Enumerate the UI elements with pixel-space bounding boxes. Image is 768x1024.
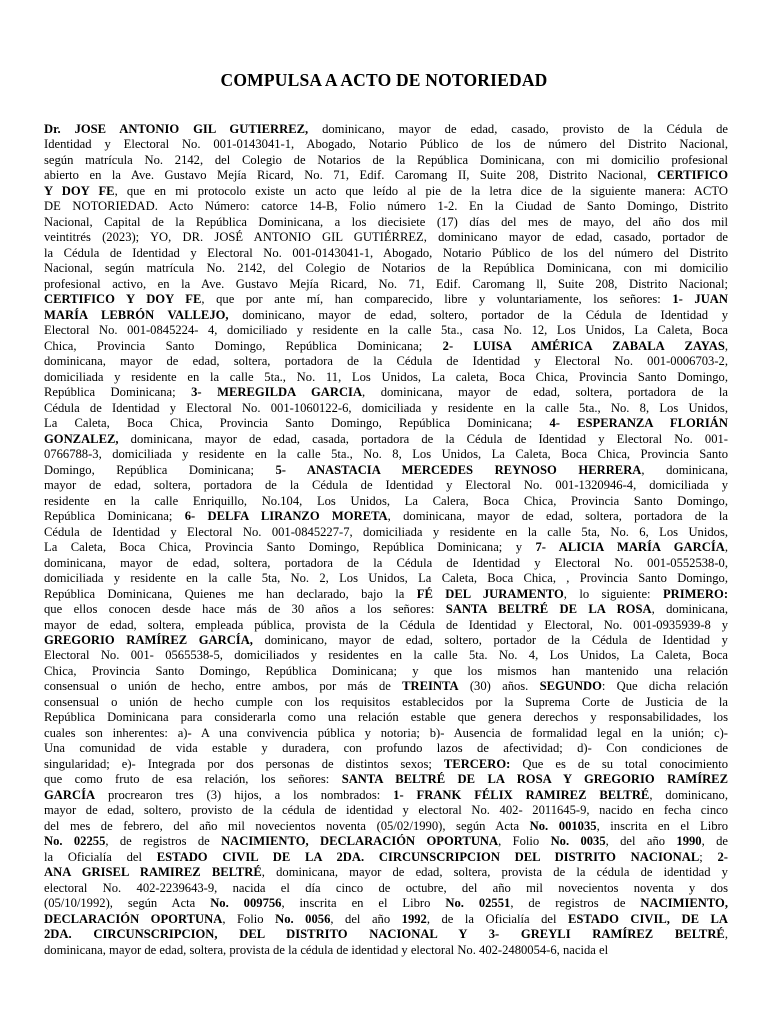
paragraph-line bbox=[44, 943, 728, 958]
paragraph-line bbox=[44, 339, 728, 354]
text-run: dominicano, mayor de edad, soltero, portador de la Cédula de Identidad y bbox=[228, 307, 728, 322]
text-run: que como fruto de esa relación, los señores: bbox=[44, 772, 342, 787]
text-run: , Folio bbox=[498, 834, 551, 849]
text-run: dominicana, mayor de edad, soltera, provista de la cédula de identidad y electoral No. 402-2480054-6, nacida el bbox=[44, 942, 609, 957]
text-run: , Folio bbox=[222, 911, 276, 926]
text-run: , dominicana, mayor de edad, soltera, portadora de la bbox=[387, 509, 728, 524]
text-run: Electoral No. 001-0845224- 4, domiciliado y residente en la calle 5ta., casa No. 12, Los Unidos, La Caleta, Boca bbox=[44, 323, 728, 338]
text-run: ; bbox=[699, 849, 718, 864]
text-run: Nacional, Capital de la República Dominicana, a los diecisiete (17) días del mes de mayo, del año dos mil bbox=[44, 214, 728, 229]
text-run: del mes de febrero, del año mil novecientos noventa (05/02/1990), según Acta bbox=[44, 818, 530, 833]
text-run: abierto en la Ave. Gustavo Mejía Ricard, No. 71, Edif. Caromang II, Suite 208, Distrito Nacional, bbox=[44, 168, 658, 183]
paragraph-line bbox=[44, 292, 728, 307]
text-run: (30) años. bbox=[458, 679, 540, 694]
text-run: , que por ante mí, han comparecido, libre y voluntariamente, los señores: bbox=[201, 292, 673, 307]
bold-text: Y DOY FE bbox=[44, 183, 115, 198]
text-run: , dominicana, bbox=[651, 602, 729, 617]
bold-text: No. 009756 bbox=[210, 896, 282, 911]
paragraph-line bbox=[44, 881, 728, 896]
paragraph-line bbox=[44, 757, 728, 772]
text-run: 0766788-3, domiciliada y residente en la calle 5ta., No. 8, Los Unidos, La Caleta, Boca Chica, Provincia Santo bbox=[44, 447, 728, 462]
bold-text: ANA GRISEL RAMIREZ BELTRÉ bbox=[44, 865, 262, 880]
bold-text: 3- MEREGILDA GARCIA bbox=[191, 385, 363, 400]
bold-text: SANTA BELTRÉ DE LA ROSA bbox=[445, 602, 652, 617]
text-run: que ellos conocen desde hace más de 30 años a los señores: bbox=[44, 602, 446, 617]
bold-text: 1990 bbox=[676, 834, 702, 849]
document-title: COMPULSA A ACTO DE NOTORIEDAD bbox=[220, 70, 548, 90]
text-run: residente en la calle Enriquillo, No.104, Los Unidos, La Calera, Boca Chica, Provincia Santo Domingo, bbox=[44, 493, 728, 508]
text-run: , de registros de bbox=[510, 896, 641, 911]
text-run: , bbox=[724, 338, 728, 353]
document-body bbox=[44, 122, 728, 958]
text-run: , del año bbox=[605, 834, 677, 849]
paragraph-line bbox=[44, 587, 728, 602]
text-run: , de bbox=[701, 834, 728, 849]
text-run: La Caleta, Boca Chica, Provincia Santo Domingo, República Dominicana; bbox=[44, 416, 550, 431]
bold-text: ESTADO CIVIL, DE LA bbox=[568, 911, 728, 926]
paragraph-line bbox=[44, 261, 728, 276]
text-run: domiciliada y residente en la calle 5ta., No. 11, Los Unidos, La caleta, Boca Chica, Provincia Santo Domingo, bbox=[44, 369, 728, 384]
bold-text: 2- LUISA AMÉRICA ZABALA ZAYAS bbox=[442, 338, 725, 353]
paragraph-line bbox=[44, 741, 728, 756]
paragraph-line bbox=[44, 726, 728, 741]
text-run: , bbox=[724, 540, 728, 555]
text-run: , lo siguiente: bbox=[563, 586, 663, 601]
bold-text: DECLARACIÓN OPORTUNA bbox=[44, 911, 223, 926]
bold-text: 7- ALICIA MARÍA GARCÍA bbox=[535, 540, 725, 555]
paragraph-line bbox=[44, 277, 728, 292]
text-run: , de la Oficialía del bbox=[426, 911, 569, 926]
text-run: electoral No. 402-2239643-9, nacida el día cinco de octubre, del año mil novecientos noventa y dos bbox=[44, 880, 728, 895]
paragraph-line bbox=[44, 432, 728, 447]
paragraph-line bbox=[44, 447, 728, 462]
paragraph-line bbox=[44, 803, 728, 818]
paragraph-line bbox=[44, 478, 728, 493]
text-run: dominicana, mayor de edad, casada, portadora de la Cédula de Identidad y Electoral No. 001- bbox=[118, 431, 728, 446]
text-run: , dominicana, bbox=[641, 462, 728, 477]
text-run: , de registros de bbox=[105, 834, 222, 849]
paragraph-line bbox=[44, 865, 728, 880]
text-run: (05/10/1992), según Acta bbox=[44, 896, 211, 911]
paragraph-line bbox=[44, 772, 728, 787]
text-run: , inscrita en el Libro bbox=[281, 896, 446, 911]
text-run: República Dominicana; bbox=[44, 385, 192, 400]
text-run: singularidad; e)- Integrada por dos personas de distintos sexos; bbox=[44, 756, 444, 771]
bold-text: TERCERO: bbox=[443, 756, 511, 771]
text-run: Chica, Provincia Santo Domingo, República Dominicana; bbox=[44, 338, 443, 353]
paragraph-line bbox=[44, 370, 728, 385]
text-run: Nacional, según matrícula No. 2142, del Colegio de Notarios de la República Dominicana, con mi domicilio bbox=[44, 261, 728, 276]
text-run: profesional activo, en la Ave. Gustavo Mejía Ricard, No. 71, Edif. Caromang ll, Suite 208, Distrito Nacional; bbox=[44, 276, 728, 291]
text-run: Que es de su total conocimiento bbox=[510, 756, 728, 771]
text-run: , dominicana, mayor de edad, soltera, provista de la cédula de identidad y bbox=[261, 865, 728, 880]
text-run: mayor de edad, soltero, provisto de la cédula de identidad y electoral No. 402- 2011645-9, nacido en fecha cinco bbox=[44, 803, 728, 818]
paragraph-line bbox=[44, 509, 728, 524]
text-run: : Que dicha relación bbox=[601, 679, 728, 694]
paragraph-line bbox=[44, 494, 728, 509]
paragraph-line bbox=[44, 602, 728, 617]
bold-text: No. 02551 bbox=[445, 896, 511, 911]
bold-text: 6- DELFA LIRANZO MORETA bbox=[184, 509, 388, 524]
text-run: dominicano, mayor de edad, soltero, portador de la Cédula de Identidad y bbox=[252, 632, 728, 647]
text-run: domiciliada y residente en la calle 5ta, No. 2, Los Unidos, La Caleta, Boca Chica, , Provincia Santo Domingo, bbox=[44, 571, 728, 586]
paragraph-line bbox=[44, 323, 728, 338]
text-run: según matrícula No. 2142, del Colegio de Notarios de la República Dominicana, con mi domicilio profesional bbox=[44, 152, 728, 167]
paragraph-line bbox=[44, 463, 728, 478]
paragraph-line bbox=[44, 122, 728, 137]
text-run: mayor de edad, soltera, portadora de la Cédula de Identidad y Electoral No. 001-1320946-4, domiciliada y bbox=[44, 478, 728, 493]
bold-text: No. 001035 bbox=[529, 818, 597, 833]
bold-text: 2- bbox=[717, 849, 728, 864]
bold-text: CERTIFICO Y DOY FE bbox=[44, 292, 202, 307]
paragraph-line bbox=[44, 850, 728, 865]
text-run: Chica, Provincia Santo Domingo, República Dominicana; y que los mismos han mantenido una relación bbox=[44, 663, 728, 678]
paragraph-line bbox=[44, 540, 728, 555]
bold-text: Dr. JOSE ANTONIO GIL GUTIERREZ, bbox=[44, 122, 309, 136]
paragraph-line bbox=[44, 153, 728, 168]
bold-text: NACIMIENTO, DECLARACIÓN OPORTUNA bbox=[221, 834, 499, 849]
paragraph-line bbox=[44, 710, 728, 725]
text-run: República Dominicana; bbox=[44, 509, 185, 524]
bold-text: No. 0035 bbox=[550, 834, 606, 849]
bold-text: No. 02255 bbox=[44, 834, 106, 849]
text-run: , bbox=[724, 927, 728, 942]
bold-text: ESTADO CIVIL DE LA 2DA. CIRCUNSCRIPCION DEL DISTRITO NACIONAL bbox=[156, 849, 700, 864]
bold-text: SANTA BELTRÉ DE LA ROSA Y GREGORIO RAMÍREZ bbox=[341, 772, 728, 787]
paragraph-line bbox=[44, 230, 728, 245]
bold-text: NACIMIENTO, bbox=[640, 896, 728, 911]
text-run: , que en mi protocolo existe un acto que leído al pie de la letra dice de la siguiente manera: ACTO bbox=[114, 183, 728, 198]
text-run: procrearon tres (3) hijos, a los nombrados: bbox=[95, 787, 394, 802]
paragraph-line bbox=[44, 896, 728, 911]
text-run: , dominicano, bbox=[649, 787, 729, 802]
paragraph-line bbox=[44, 819, 728, 834]
paragraph-line bbox=[44, 308, 728, 323]
paragraph-line bbox=[44, 664, 728, 679]
bold-text: 2DA. CIRCUNSCRIPCION, DEL DISTRITO NACIONAL Y 3- GREYLI RAMÍREZ BELTRÉ bbox=[44, 927, 725, 942]
text-run: , dominicana, mayor de edad, soltera, portadora de la bbox=[362, 385, 728, 400]
bold-text: 1- FRANK FÉLIX RAMIREZ BELTRÉ bbox=[393, 787, 650, 802]
bold-text: CERTIFICO bbox=[657, 168, 728, 183]
paragraph-line bbox=[44, 354, 728, 369]
paragraph-line bbox=[44, 215, 728, 230]
text-run: La Caleta, Boca Chica, Provincia Santo Domingo, República Dominicana; y bbox=[44, 540, 536, 555]
paragraph-line bbox=[44, 618, 728, 633]
bold-text: TREINTA bbox=[402, 679, 459, 694]
text-run: dominicana, mayor de edad, soltera, portadora de la Cédula de Identidad y Electoral No. 001-0552538-0, bbox=[44, 555, 728, 570]
paragraph-line bbox=[44, 633, 728, 648]
text-run: República Dominicana, Quienes me han declarado, bajo la bbox=[44, 586, 417, 601]
bold-text: No. 0056 bbox=[275, 911, 331, 926]
paragraph-line bbox=[44, 912, 728, 927]
text-run: veintitrés (2023); YO, DR. JOSÉ ANTONIO GIL GUTIÉRREZ, dominicano mayor de edad, casado, portador de bbox=[44, 230, 728, 245]
bold-text: GONZALEZ, bbox=[44, 431, 119, 446]
paragraph-line bbox=[44, 246, 728, 261]
paragraph-line bbox=[44, 788, 728, 803]
text-run: mayor de edad, soltera, empleada pública, provista de la Cédula de Identidad y Electoral, No. 001-0935939-8 y bbox=[44, 617, 728, 632]
text-run: Identidad y Electoral No. 001-0143041-1, Abogado, Notario Público de los de número del Distrito Nacional, bbox=[44, 137, 728, 152]
bold-text: GARCÍA bbox=[44, 787, 96, 802]
text-run: República Dominicana para considerarla como una relación estable que genera derechos y responsabilidades, los bbox=[44, 710, 728, 725]
paragraph-line bbox=[44, 648, 728, 663]
paragraph-line bbox=[44, 525, 728, 540]
text-run: Una comunidad de vida estable y duradera, con profundo lazos de afectividad; d)- Con condiciones de bbox=[44, 741, 728, 756]
text-run: Cédula de Identidad y Electoral No. 001-0845227-7, domiciliada y residente en la calle 5ta, No. 6, Los Unidos, bbox=[44, 524, 728, 539]
paragraph-line bbox=[44, 168, 728, 183]
paragraph-line bbox=[44, 199, 728, 214]
text-run: consensual o unión de hecho cumple con los requisitos establecidos por la Suprema Corte de Justicia de la bbox=[44, 694, 728, 709]
paragraph-line bbox=[44, 184, 728, 199]
bold-text: 1- JUAN bbox=[672, 292, 728, 307]
text-run: la Oficialía del bbox=[44, 849, 157, 864]
bold-text: 1992 bbox=[401, 911, 427, 926]
paragraph-line bbox=[44, 927, 728, 942]
paragraph-line bbox=[44, 679, 728, 694]
text-run: Electoral No. 001- 0565538-5, domiciliados y residentes en la calle 5ta. No. 4, Los Unidos, La Caleta, Boca bbox=[44, 648, 728, 663]
text-run: la Cédula de Identidad y Electoral No. 001-0143041-1, Abogado, Notario Público de los del número del Distrito bbox=[44, 245, 728, 260]
bold-text: 4- ESPERANZA FLORIÁN bbox=[549, 416, 728, 431]
text-run: Domingo, República Dominicana; bbox=[44, 462, 276, 477]
paragraph-line bbox=[44, 556, 728, 571]
bold-text: GREGORIO RAMÍREZ GARCÍA, bbox=[44, 632, 253, 647]
bold-text: 5- ANASTACIA MERCEDES REYNOSO HERRERA bbox=[275, 462, 642, 477]
bold-text: SEGUNDO bbox=[539, 679, 602, 694]
paragraph-line bbox=[44, 401, 728, 416]
paragraph-line bbox=[44, 416, 728, 431]
text-run: cuales son inherentes: a)- A una convivencia pública y notoria; b)- Ausencia de formalidad legal en la unión; c)- bbox=[44, 725, 728, 740]
bold-text: FÉ DEL JURAMENTO bbox=[416, 586, 564, 601]
paragraph-line bbox=[44, 137, 728, 152]
bold-text: PRIMERO: bbox=[662, 586, 729, 601]
text-run: dominicano, mayor de edad, casado, provisto de la Cédula de bbox=[308, 122, 728, 136]
paragraph-line bbox=[44, 385, 728, 400]
text-run: consensual o unión de hecho, entre ambos, por más de bbox=[44, 679, 403, 694]
paragraph-line bbox=[44, 834, 728, 849]
text-run: , del año bbox=[330, 911, 402, 926]
paragraph-line bbox=[44, 695, 728, 710]
text-run: DE NOTORIEDAD. Acto Número: catorce 14-B, Folio número 1-2. En la Ciudad de Santo Domingo, Distrito bbox=[44, 199, 728, 214]
paragraph-line bbox=[44, 571, 728, 586]
text-run: dominicana, mayor de edad, soltera, portadora de la Cédula de Identidad y Electoral No. 001-0006703-2, bbox=[44, 354, 728, 369]
bold-text: MARÍA LEBRÓN VALLEJO, bbox=[44, 307, 229, 322]
text-run: Cédula de Identidad y Electoral No. 001-1060122-6, domiciliada y residente en la calle 5ta., No. 8, Los Unidos, bbox=[44, 400, 728, 415]
text-run: , inscrita en el Libro bbox=[596, 818, 729, 833]
